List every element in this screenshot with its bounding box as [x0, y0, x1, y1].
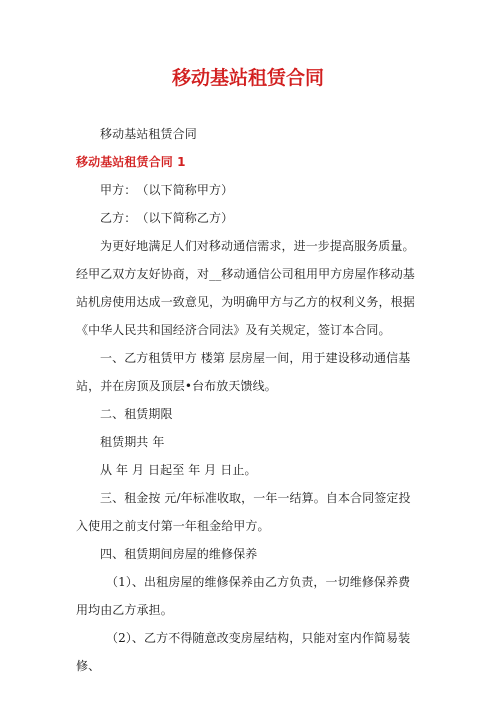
paragraph-party-b: 乙方： （以下简称乙方） — [100, 211, 234, 225]
paragraph-lease-dates: 从 年 月 日起至 年 月 日止。 — [100, 463, 257, 477]
paragraph-subtitle: 移动基站租赁合同 — [100, 127, 197, 141]
paragraph-clause-2-heading: 二、租赁期限 — [100, 407, 173, 421]
document-body — [76, 120, 422, 680]
paragraph-preamble: 为更好地满足人们对移动通信需求，进一步提高服务质量。经甲乙双方友好协商，对__移动通信公司租用甲方房屋作移动基站机房使用达成一致意见，为明确甲方与乙方的权利义务，根据《中华人民共和国经济合同法》及有关规定，签订本合同。 — [76, 239, 415, 337]
paragraph-clause-4-1: （1）、出租房屋的维修保养由乙方负责，一切维修保养费用均由乙方承担。 — [76, 575, 411, 617]
paragraph-clause-4-2: （2）、乙方不得随意改变房屋结构，只能对室内作简易装修、 — [76, 631, 411, 673]
paragraph-party-a: 甲方： （以下简称甲方） — [100, 183, 234, 197]
document-title: 移动基站租赁合同 — [171, 67, 324, 89]
section-heading: 移动基站租赁合同 1 — [76, 155, 186, 169]
paragraph-clause-4-heading: 四、租赁期间房屋的维修保养 — [100, 547, 258, 561]
paragraph-clause-3: 三、租金按 元/年标准收取，一年一结算。自本合同签定投入使用之前支付第一年租金给甲方。 — [76, 491, 411, 533]
paragraph-lease-term: 租赁期共 年 — [100, 435, 165, 449]
paragraph-clause-1: 一、乙方租赁甲方 楼第 层房屋一间，用于建设移动通信基站，并在房顶及顶层•台布放天馈线。 — [76, 351, 411, 393]
